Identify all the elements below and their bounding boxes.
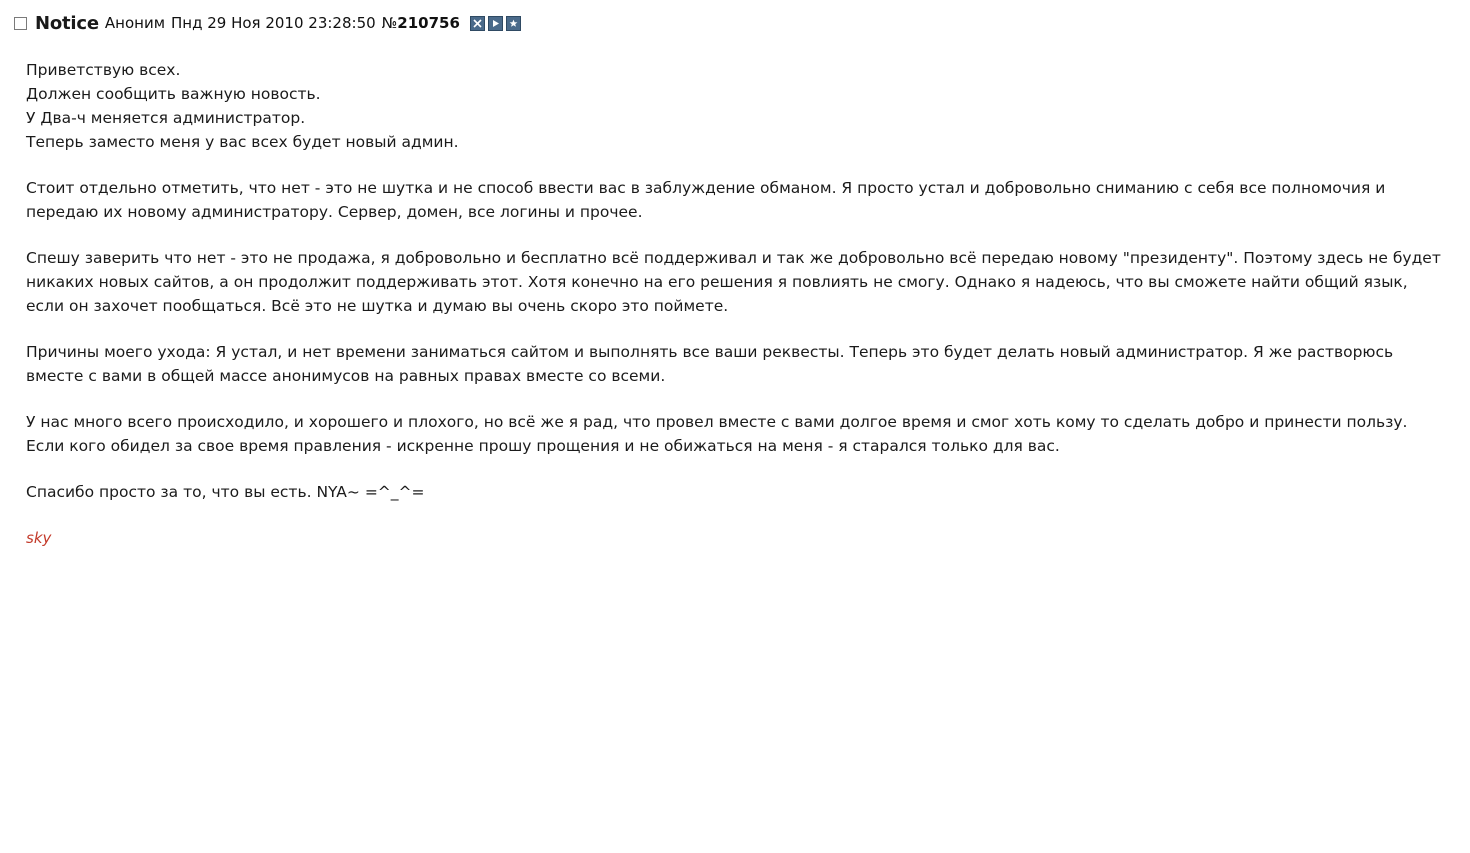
post-number-value: 210756 [397, 14, 460, 32]
post-signature: sky [26, 529, 52, 547]
post-body [0, 36, 1470, 550]
post-header [0, 0, 1470, 36]
post-paragraph: У нас много всего происходило, и хорошего и плохого, но всё же я рад, что провел вместе с вами долгое время и смог хоть кому то сделать добро и принести пользу. Если кого обидел за свое время правления - искренне прошу прощения и не обижаться на меня - я старался только для вас. [26, 413, 1413, 455]
post-actions [470, 16, 521, 31]
post-number[interactable] [382, 14, 460, 32]
post-paragraph: Спасибо просто за то, что вы есть. NYA~ =^_^= [26, 483, 425, 501]
star-icon[interactable] [506, 16, 521, 31]
post-select-checkbox[interactable] [14, 17, 27, 30]
post-paragraph: Приветствую всех. Должен сообщить важную новость. У Два-ч меняется администратор. Теперь заместо меня у вас всех будет новый админ. [26, 61, 459, 151]
post-author: Аноним [104, 14, 166, 32]
post-paragraph: Стоит отдельно отметить, что нет - это не шутка и не способ ввести вас в заблуждение обманом. Я просто устал и добровольно сниманию с себя все полномочия и передаю их новому администратору. Сервер, домен, все логины и прочее. [26, 179, 1391, 221]
post-paragraph: Спешу заверить что нет - это не продажа, я добровольно и бесплатно всё поддерживал и так же добровольно всё передаю новому "президенту". Поэтому здесь не будет никаких новых сайтов, а он продолжит поддерживать этот. Хотя конечно на его решения я повлиять не смогу. Однако я надеюсь, что вы сможете найти общий язык, если он захочет пообщаться. Всё это не шутка и думаю вы очень скоро это поймете. [26, 249, 1446, 315]
post-number-prefix: № [381, 14, 398, 32]
play-icon[interactable] [488, 16, 503, 31]
post-subject: Notice [35, 12, 99, 34]
post-paragraph: Причины моего ухода: Я устал, и нет времени заниматься сайтом и выполнять все ваши реквесты. Теперь это будет делать новый администратор. Я же растворюсь вместе с вами в общей массе анонимусов на равных правах вместе со всеми. [26, 343, 1399, 385]
post-date: Пнд 29 Ноя 2010 23:28:50 [171, 14, 376, 32]
close-icon[interactable] [470, 16, 485, 31]
